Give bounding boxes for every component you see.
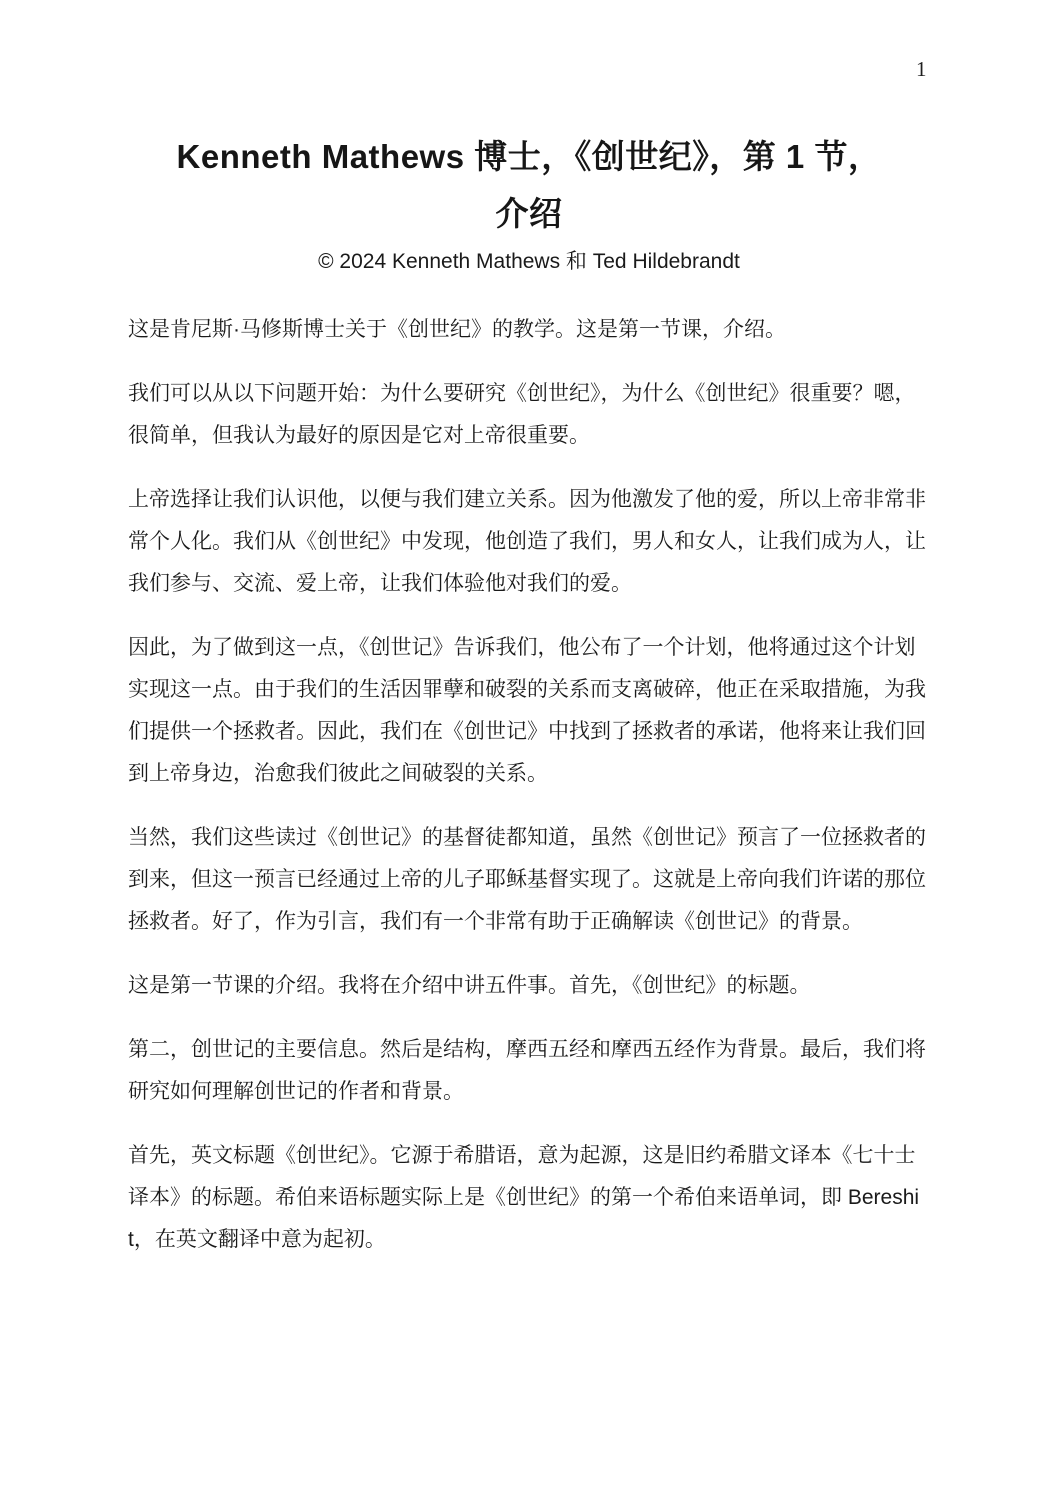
paragraph-2: 我们可以从以下问题开始：为什么要研究《创世纪》，为什么《创世纪》很重要？嗯，很简单，但我认为最好的原因是它对上帝很重要。 xyxy=(128,382,916,447)
paragraph-6: 这是第一节课的介绍。我将在介绍中讲五件事。首先，《创世纪》的标题。 xyxy=(128,974,811,997)
title-line-1: Kenneth Mathews 博士，《创世纪》，第 1 节， xyxy=(176,138,882,175)
page-number: 1 xyxy=(916,57,927,81)
paragraph-7: 第二，创世记的主要信息。然后是结构，摩西五经和摩西五经作为背景。最后，我们将研究如何理解创世记的作者和背景。 xyxy=(128,1038,926,1103)
document-title xyxy=(128,128,930,242)
paragraph-4: 因此，为了做到这一点，《创世记》告诉我们，他公布了一个计划，他将通过这个计划实现这一点。由于我们的生活因罪孽和破裂的关系而支离破碎，他正在采取措施，为我们提供一个拯救者。因此，我们在《创世记》中找到了拯救者的承诺，他将来让我们回到上帝身边，治愈我们彼此之间破裂的关系。 xyxy=(128,636,926,785)
document-content xyxy=(128,0,930,1261)
paragraph-5: 当然，我们这些读过《创世记》的基督徒都知道，虽然《创世记》预言了一位拯救者的到来，但这一预言已经通过上帝的儿子耶稣基督实现了。这就是上帝向我们许诺的那位拯救者。好了，作为引言，我们有一个非常有助于正确解读《创世记》的背景。 xyxy=(128,826,926,933)
title-line-2: 介绍 xyxy=(495,195,563,232)
paragraph-3: 上帝选择让我们认识他，以便与我们建立关系。因为他激发了他的爱，所以上帝非常非常个人化。我们从《创世纪》中发现，他创造了我们，男人和女人，让我们成为人，让我们参与、交流、爱上帝，让我们体验他对我们的爱。 xyxy=(128,488,926,595)
paragraph-8: 首先，英文标题《创世纪》。它源于希腊语，意为起源，这是旧约希腊文译本《七十士译本》的标题。希伯来语标题实际上是《创世纪》的第一个希伯来语单词，即 Bereshit，在英文翻译中意为起初。 xyxy=(128,1144,920,1251)
paragraph-1: 这是肯尼斯·马修斯博士关于《创世纪》的教学。这是第一节课，介绍。 xyxy=(128,318,786,341)
copyright-line: © 2024 Kenneth Mathews 和 Ted Hildebrandt xyxy=(318,250,740,273)
